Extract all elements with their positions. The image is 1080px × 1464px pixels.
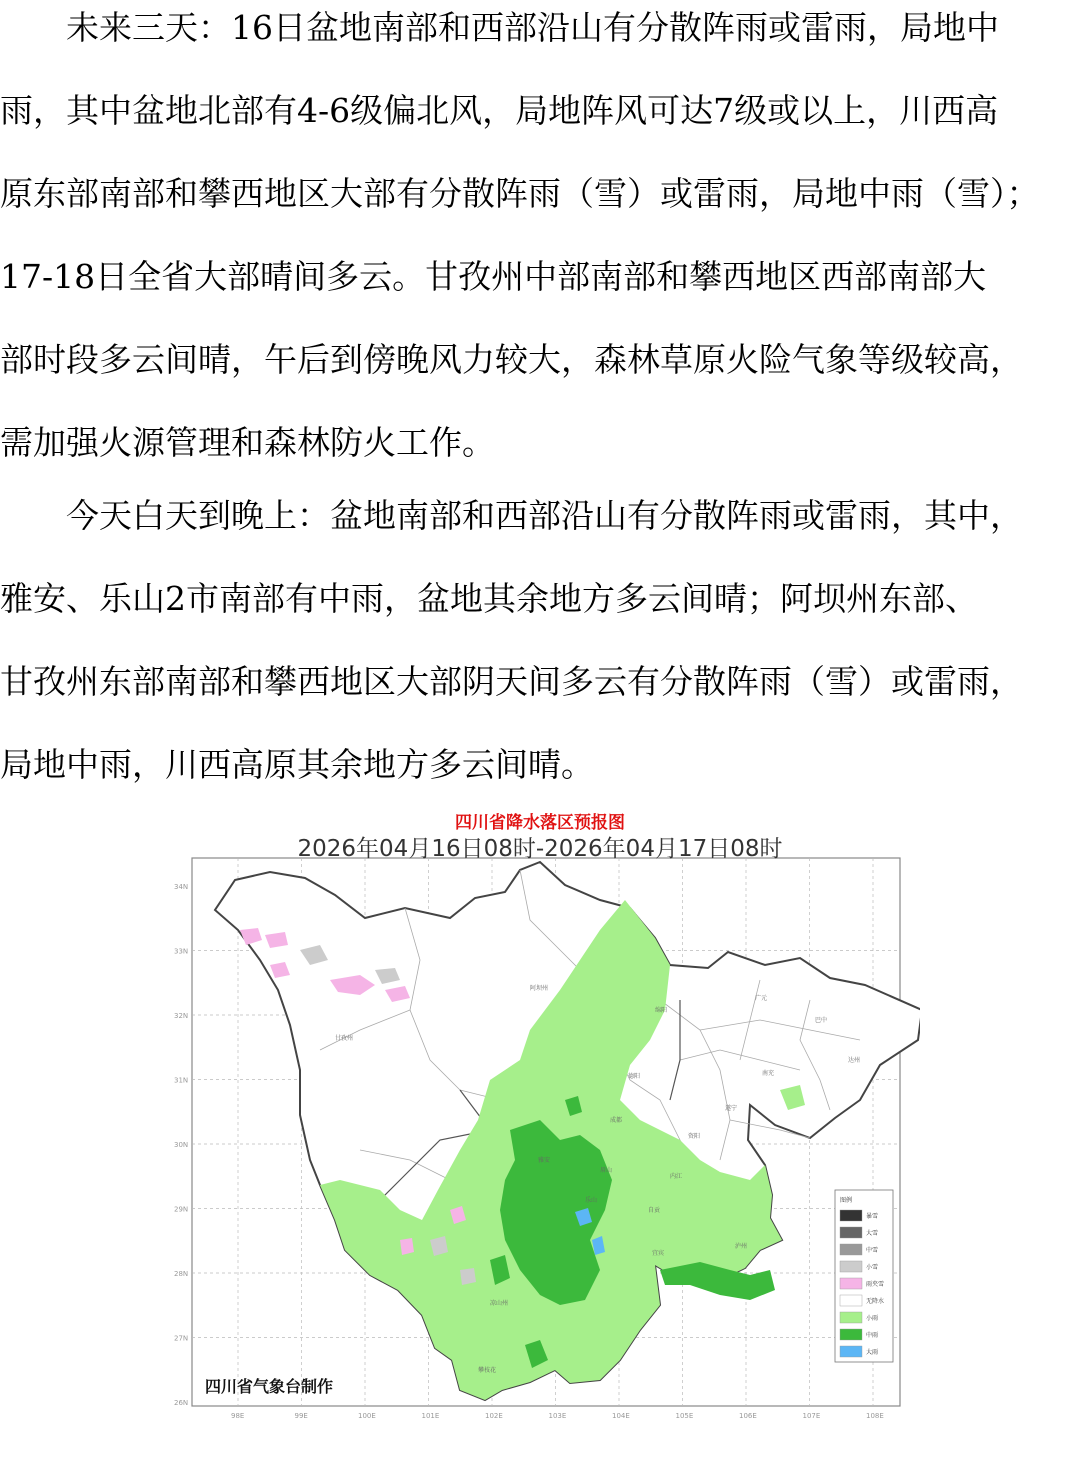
- city-label: 乐山: [585, 1197, 598, 1204]
- legend-label: 中雨: [866, 1332, 879, 1339]
- longitude-tick-label: 100E: [358, 1412, 376, 1420]
- legend-label: 小雨: [866, 1315, 879, 1322]
- map-canvas: [160, 800, 920, 1420]
- city-label: 泸州: [735, 1243, 748, 1250]
- legend-swatch: [840, 1227, 862, 1238]
- city-label: 南充: [762, 1070, 775, 1077]
- latitude-labels: [174, 883, 188, 1407]
- city-label: 凉山州: [490, 1300, 509, 1307]
- city-label: 宜宾: [652, 1250, 665, 1257]
- longitude-tick-label: 107E: [802, 1412, 821, 1420]
- city-label: 甘孜州: [335, 1035, 354, 1042]
- legend-label: 小雪: [866, 1264, 879, 1271]
- latitude-tick-label: 33N: [174, 947, 189, 956]
- precipitation-forecast-map: [160, 800, 920, 1420]
- latitude-tick-label: 28N: [174, 1270, 189, 1278]
- city-label: 广元: [755, 995, 768, 1002]
- latitude-tick-label: 27N: [174, 1334, 189, 1343]
- text-line: 今天白天到晚上：盆地南部和西部沿山有分散阵雨或雷雨，其中，: [0, 496, 1023, 535]
- city-label: 遂宁: [725, 1105, 738, 1112]
- legend-swatch: [840, 1278, 862, 1289]
- latitude-tick-label: 34N: [174, 883, 189, 891]
- text-line: 未来三天：16日盆地南部和西部沿山有分散阵雨或雷雨，局地中: [0, 8, 999, 47]
- legend-label: 大雨: [866, 1349, 879, 1356]
- legend-swatch: [840, 1210, 862, 1221]
- latitude-tick-label: 31N: [174, 1076, 189, 1085]
- map-credit: 四川省气象台制作: [205, 1377, 334, 1396]
- text-line: 原东部南部和攀西地区大部有分散阵雨（雪）或雷雨，局地中雨（雪）；: [0, 174, 1040, 213]
- text-line: 17-18日全省大部晴间多云。甘孜州中部南部和攀西地区西部南部大: [0, 257, 987, 296]
- city-label: 达州: [848, 1057, 861, 1064]
- longitude-tick-label: 108E: [866, 1412, 884, 1420]
- map-legend: [835, 1190, 893, 1362]
- legend-title: 图例: [840, 1197, 853, 1204]
- legend-swatch: [840, 1329, 862, 1340]
- legend-swatch: [840, 1244, 862, 1255]
- city-label: 眉山: [600, 1167, 613, 1174]
- legend-label: 暴雪: [866, 1213, 879, 1220]
- legend-swatch: [840, 1346, 862, 1357]
- legend-label: 中雪: [866, 1247, 879, 1254]
- city-label: 巴中: [815, 1017, 828, 1024]
- city-label: 成都: [610, 1117, 623, 1124]
- text-line: 需加强火源管理和森林防火工作。: [0, 423, 495, 462]
- longitude-tick-label: 105E: [675, 1412, 694, 1420]
- city-label: 雅安: [538, 1157, 551, 1164]
- longitude-tick-label: 99E: [294, 1412, 308, 1420]
- city-label: 资阳: [688, 1133, 701, 1140]
- longitude-tick-label: 101E: [421, 1412, 440, 1420]
- city-label: 自贡: [648, 1207, 661, 1214]
- legend-label: 大雪: [866, 1230, 879, 1237]
- longitude-tick-label: 98E: [231, 1412, 245, 1420]
- latitude-tick-label: 30N: [174, 1141, 189, 1149]
- text-line: 雨，其中盆地北部有4-6级偏北风，局地阵风可达7级或以上，川西高: [0, 91, 999, 130]
- text-line: 部时段多云间晴，午后到傍晚风力较大，森林草原火险气象等级较高，: [0, 340, 1023, 379]
- latitude-tick-label: 29N: [174, 1205, 189, 1214]
- legend-label: 无降水: [866, 1298, 885, 1305]
- latitude-tick-label: 26N: [174, 1399, 189, 1407]
- longitude-tick-label: 104E: [612, 1412, 630, 1420]
- map-title: 四川省降水落区预报图: [455, 813, 625, 833]
- legend-label: 雨夹雪: [866, 1281, 885, 1288]
- text-line: 局地中雨，川西高原其余地方多云间晴。: [0, 745, 594, 784]
- map-subtitle: 2026年04月16日08时-2026年04月17日08时: [297, 836, 783, 862]
- city-label: 内江: [670, 1173, 683, 1180]
- longitude-tick-label: 106E: [739, 1412, 757, 1420]
- longitude-labels: [231, 1412, 884, 1420]
- forecast-today-paragraph: [0, 474, 1080, 806]
- longitude-tick-label: 102E: [485, 1412, 503, 1420]
- legend-swatch: [840, 1295, 862, 1306]
- legend-swatch: [840, 1261, 862, 1272]
- city-label: 德阳: [628, 1073, 641, 1080]
- legend-swatch: [840, 1312, 862, 1323]
- city-label: 绵阳: [655, 1007, 668, 1014]
- city-label: 阿坝州: [530, 985, 549, 992]
- longitude-tick-label: 103E: [548, 1412, 567, 1420]
- city-label: 攀枝花: [478, 1367, 497, 1374]
- forecast-three-day-paragraph: [0, 0, 1080, 484]
- latitude-tick-label: 32N: [174, 1012, 189, 1020]
- text-line: 雅安、乐山2市南部有中雨，盆地其余地方多云间晴；阿坝州东部、: [0, 579, 978, 618]
- text-line: 甘孜州东部南部和攀西地区大部阴天间多云有分散阵雨（雪）或雷雨，: [0, 662, 1023, 701]
